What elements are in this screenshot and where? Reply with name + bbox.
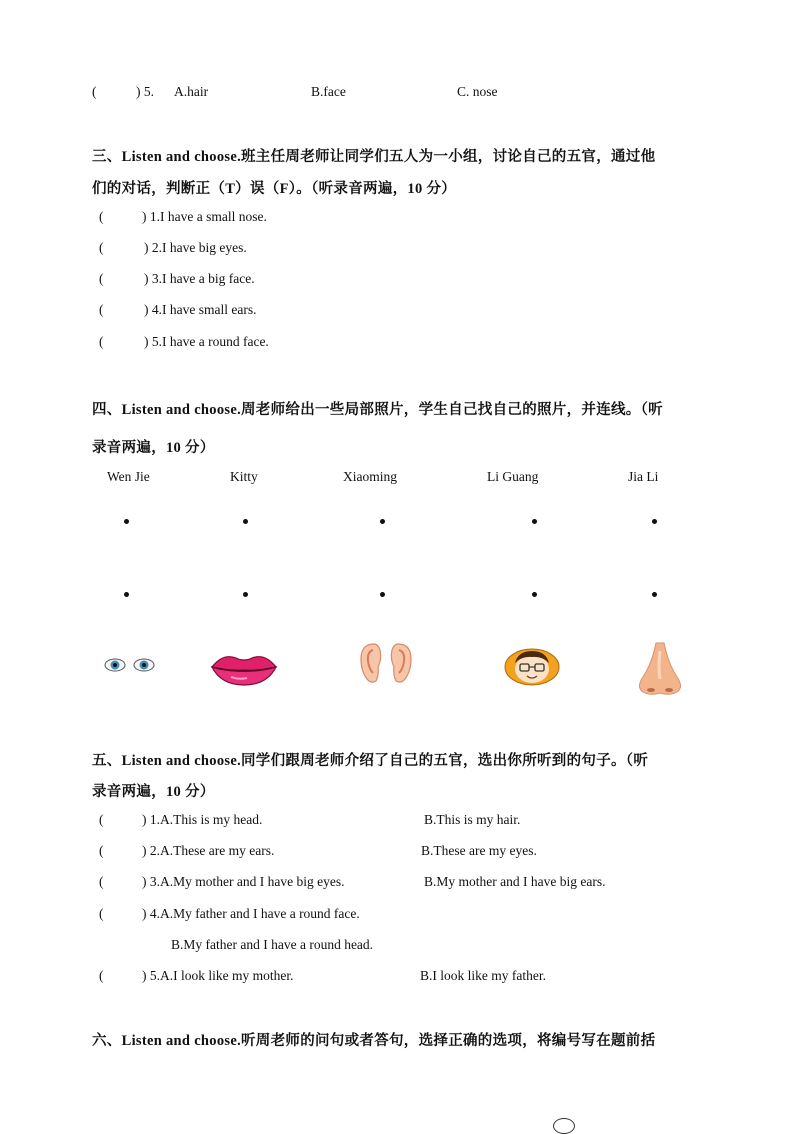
option-b: B.face [311, 84, 346, 99]
choice-4-a: ) 4.A.My father and I have a round face. [142, 906, 360, 921]
answer-paren: ( [99, 968, 104, 983]
section-3-heading-line1: 三、Listen and choose.班主任周老师让同学们五人为一小组，讨论自己的五官，通过他 [92, 149, 656, 165]
choice-2-a: ) 2.A.These are my ears. [142, 843, 275, 858]
match-dot[interactable] [652, 519, 657, 524]
paren-open: ( [92, 84, 97, 99]
statement-4: ) 4.I have small ears. [144, 302, 257, 317]
match-dot[interactable] [124, 592, 129, 597]
ears-picture [357, 641, 415, 685]
student-name-kitty: Kitty [230, 469, 258, 484]
section-3-heading-line2: 们的对话，判断正（T）误（F）。（听录音两遍，10 分） [92, 181, 457, 197]
section-6-heading-line1: 六、Listen and choose.听周老师的问句或者答句，选择正确的选项，将编号写在题前括 [92, 1033, 656, 1049]
choice-5-a: ) 5.A.I look like my mother. [142, 968, 294, 983]
face-picture [504, 647, 560, 687]
section-5-heading-line2: 录音两遍，10 分） [92, 784, 215, 800]
match-dot[interactable] [124, 519, 129, 524]
lips-picture [209, 650, 279, 688]
answer-paren: ( [99, 843, 104, 858]
option-c: C. nose [457, 84, 498, 99]
section-4-heading-line2: 录音两遍，10 分） [92, 440, 215, 456]
student-name-li-guang: Li Guang [487, 469, 539, 484]
section-4-heading-line1: 四、Listen and choose.周老师给出一些局部照片，学生自己找自己的照片，并连线。（听 [92, 402, 663, 418]
choice-1-b: B.This is my hair. [424, 812, 521, 827]
choice-4-b: B.My father and I have a round head. [171, 937, 374, 952]
answer-paren: ( [99, 240, 104, 255]
option-a: A.hair [174, 84, 209, 99]
answer-paren: ( [99, 302, 104, 317]
answer-paren: ( [99, 271, 104, 286]
answer-paren: ( [99, 334, 104, 349]
match-dot[interactable] [652, 592, 657, 597]
match-dot[interactable] [380, 592, 385, 597]
question-number: ) 5. [136, 84, 154, 99]
page-number-marker [553, 1118, 575, 1134]
choice-3-a: ) 3.A.My mother and I have big eyes. [142, 874, 345, 889]
statement-5: ) 5.I have a round face. [144, 334, 269, 349]
choice-5-b: B.I look like my father. [420, 968, 546, 983]
statement-1: ) 1.I have a small nose. [142, 209, 267, 224]
match-dot[interactable] [532, 592, 537, 597]
student-name-wen-jie: Wen Jie [107, 469, 150, 484]
student-name-jia-li: Jia Li [628, 469, 659, 484]
answer-paren: ( [99, 906, 104, 921]
choice-3-b: B.My mother and I have big ears. [424, 874, 606, 889]
answer-paren: ( [99, 812, 104, 827]
section-5-heading-line1: 五、Listen and choose.同学们跟周老师介绍了自己的五官，选出你所听到的句子。（听 [92, 753, 649, 769]
student-name-xiaoming: Xiaoming [343, 469, 397, 484]
choice-1-a: ) 1.A.This is my head. [142, 812, 263, 827]
choice-2-b: B.These are my eyes. [421, 843, 537, 858]
eyes-picture [104, 654, 156, 676]
match-dot[interactable] [243, 592, 248, 597]
nose-picture [634, 641, 686, 697]
match-dot[interactable] [532, 519, 537, 524]
answer-paren: ( [99, 209, 104, 224]
match-dot[interactable] [380, 519, 385, 524]
statement-3: ) 3.I have a big face. [144, 271, 255, 286]
answer-paren: ( [99, 874, 104, 889]
statement-2: ) 2.I have big eyes. [144, 240, 247, 255]
match-dot[interactable] [243, 519, 248, 524]
